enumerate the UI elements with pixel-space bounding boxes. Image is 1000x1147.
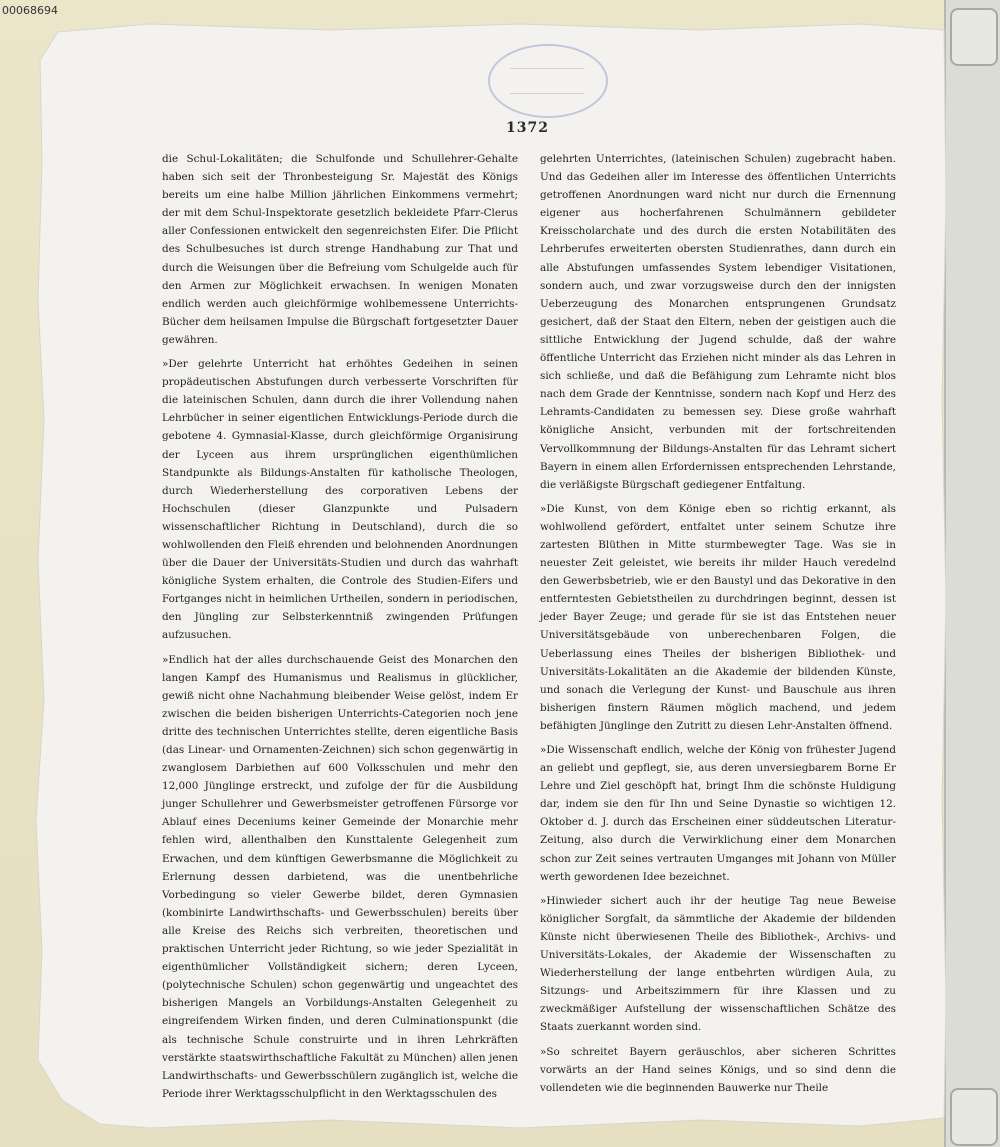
page-number: 1372 — [506, 120, 549, 136]
library-stamp — [488, 44, 608, 118]
scan-id-label: 00068694 — [2, 4, 58, 17]
paragraph: gelehrten Unterrichtes, (lateinischen Schulen) zugebracht haben. Und das Gedeihen aller im Interesse des öffentlichen Unterrichts getroffenen Anordnungen ward nicht nur durch die Ernennung eigener aus hocherfahrenen Schulmännern gebildeter Kreisscholarchate und des durch die ersten Notabilitäten des Lehrberufes erweiterten obersten Studienrathes, dann durch ein alle Abstufungen umfassendes System lebendiger Visitationen, sondern auch, und zwar vorzugsweise durch den der innigsten Ueberzeugung des Monarchen entsprungenen Grundsatz gesichert, daß der Staat den Eltern, neben der geistigen auch die sittliche Entwicklung der Jugend schulde, daß der wahre öffentliche Unterricht das Erziehen nicht minder als das Lehren in sich schließe, und daß die Befähigung zum Lehramte nicht blos nach dem Grade der Kenntnisse, sondern nach Kopf und Herz des Lehramts-Candidaten zu bemessen sey. Diese große wahrhaft königliche Ansicht, verbunden mit der fortschreitenden Vervollkommnung der Bildungs-Anstalten für das Lehramt sichert Bayern in einem allen Erfordernissen entsprechenden Lehrstande, die verläßigste Bürgschaft gediegener Entfaltung. — [540, 153, 896, 491]
paragraph: »Hinwieder sichert auch ihr der heutige Tag neue Beweise königlicher Sorgfalt, da sämmtliche der Akademie der bildenden Künste nicht überwiesenen Theile des Bibliothek-, Archivs- und Universitäts-Lokales, der Akademie der Wissenschaften zu Wiederherstellung der lange entbehrten würdigen Aula, zu Sitzungs- und Arbeitszimmern für ihre Klassen und zu zweckmäßiger Aufstellung der wissenschaftlichen Schätze des Staats zuerkannt worden sind. — [540, 894, 896, 1034]
paragraph: »Endlich hat der alles durchschauende Geist des Monarchen den langen Kampf des Humanismus und Realismus in glücklicher, gewiß nicht ohne Nachahmung bleibender Weise gelöst, indem Er zwischen die beiden bisherigen Unterrichts-Categorien noch jene dritte des technischen Unterrichtes stellte, deren eigentliche Basis (das Linear- und Ornamenten-Zeichnen) sich schon gegenwärtig in zwanglosem Darbiethen auf 600 Volksschulen und mehr den 12,000 Jünglinge erstreckt, und zufolge der für die Ausbildung junger Schullehrer und Gewerbsmeister getroffenen Fürsorge vor Ablauf eines Deceniums keiner Gemeinde der Monarchie mehr fehlen wird, allenthalben den Kunsttalente Gelegenheit zum Erwachen, und dem künftigen Gewerbsmanne die Möglichkeit zu Erlernung dessen darbietend, was die unentbehrliche Vorbedingung so vieler Gewerbe bildet, deren Gymnasien (kombinirte Landwirthschafts- und Gewerbsschulen) bereits über alle Kreise des Reichs sich verbreiten, theoretischen und praktischen Unterricht jeder Richtung, so wie jeder Spezialität in eigenthümlicher Vollständigkeit sichern; deren Lyceen, (polytechnische Schulen) schon gegenwärtig und ungeachtet des bisherigen Mangels an Vorbildungs-Anstalten Gelegenheit zu eingreifendem Wirken finden, und deren Culminationspunkt (die als technische Schule construirte und in ihren Lehrkräften verstärkte staatswirthschaftliche Fakultät zu München) allen jenen Landwirthschafts- und Gewerbsschülern zugänglich ist, welche die Periode ihrer Werktagsschulpflicht in den Werktagsschulen des — [162, 653, 518, 1100]
paragraph: »Die Wissenschaft endlich, welche der König von frühester Jugend an geliebt und gepflegt, sie, aus deren unversiegbarem Borne Er Lehre und Ziel geschöpft hat, bringt Ihm die schönste Huldigung dar, indem sie den für Ihn und Seine Dynastie so wichtigen 12. Oktober d. J. durch das Erscheinen einer süddeutschen Literatur-Zeitung, also durch die Verwirklichung einer dem Monarchen schon zur Zeit seines vertrauten Umganges mit Johann von Müller werth gewordenen Idee bezeichnet. — [540, 744, 896, 883]
paragraph: die Schul-Lokalitäten; die Schulfonde und Schullehrer-Gehalte haben sich seit der Thronbesteigung Sr. Majestät des Königs bereits um eine halbe Million jährlichen Einkommens vermehrt; der mit dem Schul-Inspektorate gesetzlich bekleidete Pfarr-Clerus aller Confessionen entwickelt den segenreichsten Eifer. Die Pflicht des Schulbesuches ist durch strenge Handhabung zur That und durch die Weisungen über die Befreiung vom Schulgelde auch für den Armen zur Möglichkeit erwachsen. In wenigen Monaten endlich werden auch gleichförmige wohlbemessene Unterrichts-Bücher dem heilsamen Impulse die Bürgschaft fortgesetzter Dauer gewähren. — [162, 153, 518, 346]
right-column — [540, 150, 896, 1103]
paragraph: »So schreitet Bayern geräuschlos, aber sicheren Schrittes vorwärts an der Hand seines Königs, und so sind denn die vollendeten wie die beginnenden Bauwerke nur Theile — [540, 1045, 896, 1094]
paragraph: »Die Kunst, von dem Könige eben so richtig erkannt, als wohlwollend gefördert, entfaltet unter seinem Schutze ihre zartesten Blüthen in Mitte sturmbewegter Tage. Was sie in neuester Zeit geleistet, wie bereits ihr milder Hauch veredelnd den Gewerbsbetrieb, wie er den Baustyl und das Dekorative in den entferntesten Gebietstheilen zu durchdringen beginnt, dessen ist jeder Bayer Zeuge; und gerade für sie ist das Entstehen neuer Universitätsgebäude von unberechenbaren Folgen, die Ueberlassung eines Theiles der bisherigen Bibliothek- und Universitäts-Lokalitäten an die Akademie der bildenden Künste, und sonach die Verlegung der Kunst- und Bauschule aus ihren bisherigen finstern Räumen möglich machend, und jedem befähigten Jünglinge den Zutritt zu diesen Lehr-Anstalten öffnend. — [540, 502, 896, 732]
paragraph: »Der gelehrte Unterricht hat erhöhtes Gedeihen in seinen propädeutischen Abstufungen durch verbesserte Vorschriften für die lateinischen Schulen, dann durch die ihrer Vollendung nahen Lehrbücher in seiner eigentlichen Entwicklungs-Periode durch die gebotene 4. Gymnasial-Klasse, durch gleichförmige Organisirung der Lyceen aus ihrem ursprünglichen eigenthümlichen Standpunkte als Bildungs-Anstalten für katholische Theologen, durch Wiederherstellung des corporativen Lebens der Hochschulen (dieser Glanzpunkte und Pulsadern wissenschaftlicher Richtung in Deutschland), durch die so wohlwollenden den Fleiß ehrenden und belohnenden Anordnungen über die Dauer der Universitäts-Studien und durch das wahrhaft königliche System erhalten, die Controle des Studien-Eifers und Fortganges nicht in heimlichen Urtheilen, sondern in periodischen, den Jüngling zur Selbsterkenntniß zwingenden Prüfungen aufzusuchen. — [162, 358, 518, 642]
left-column — [162, 150, 518, 1109]
